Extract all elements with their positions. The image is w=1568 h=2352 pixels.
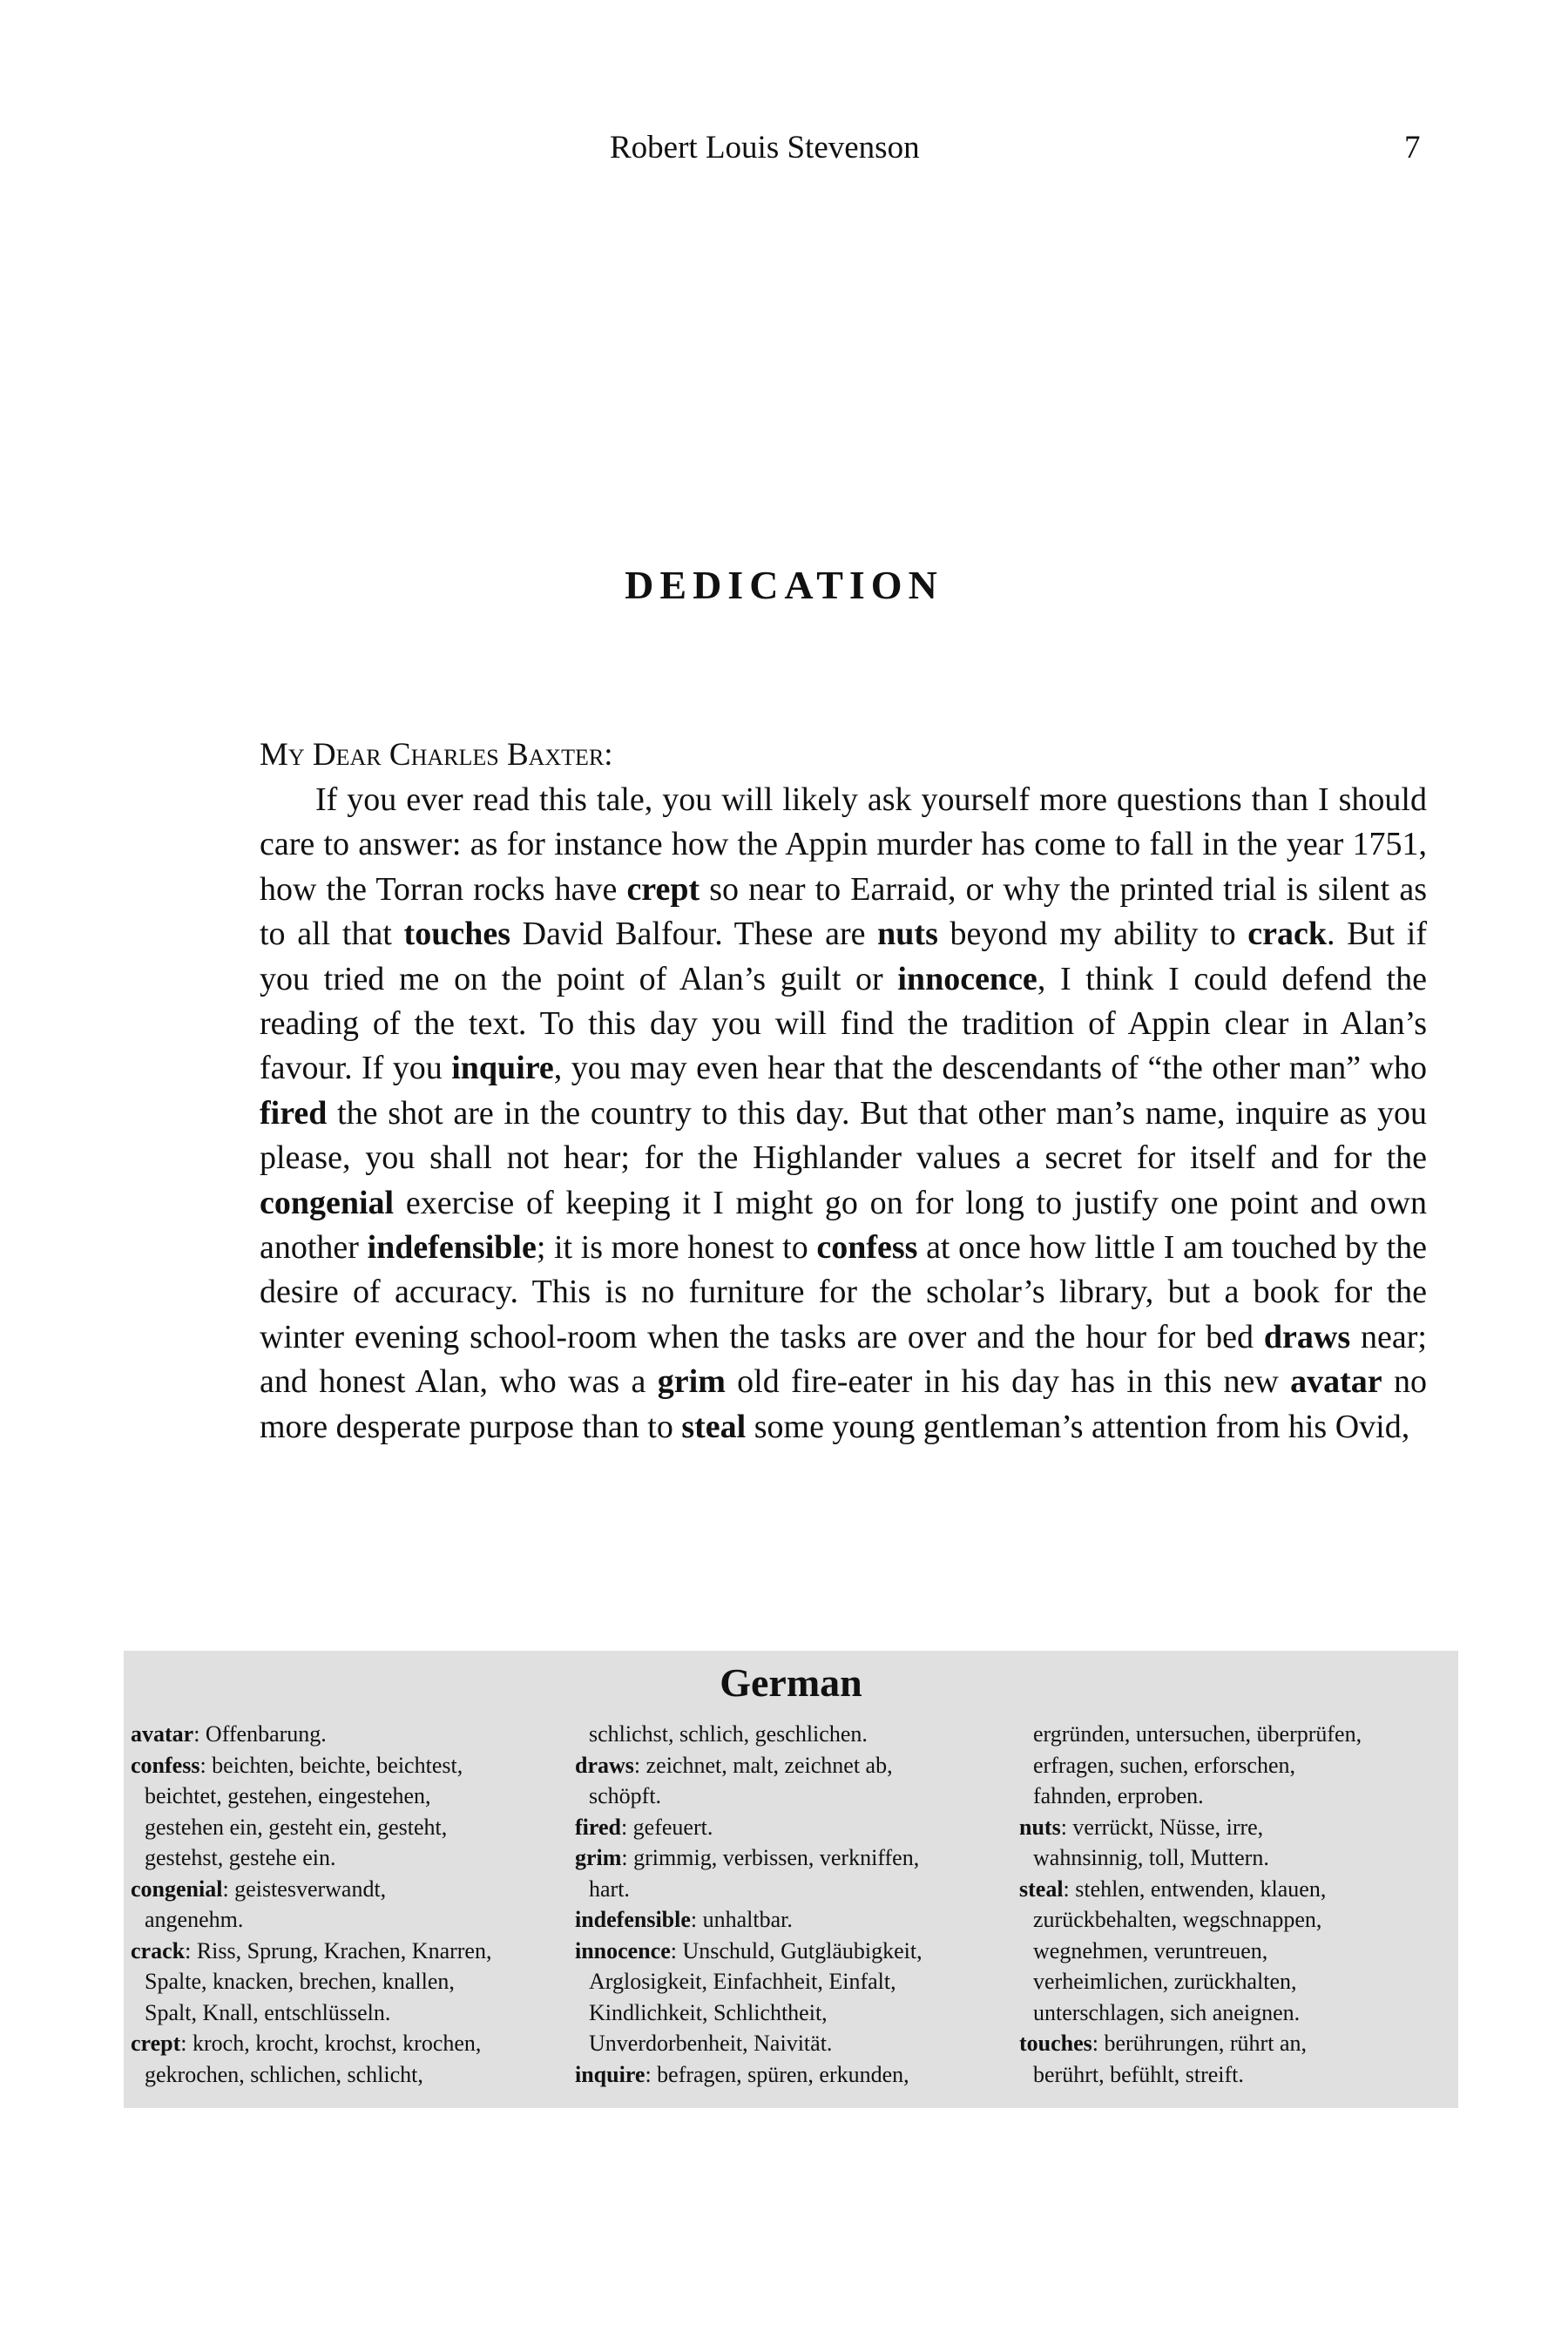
vocab-word: touches <box>403 916 510 953</box>
glossary-entry: nuts: verrückt, Nüsse, irre, <box>1019 1814 1264 1840</box>
glossary-entry: crept: kroch, krocht, krochst, krochen, <box>131 2031 482 2056</box>
glossary-headword: inquire <box>575 2061 645 2087</box>
running-header-author: Robert Louis Stevenson <box>610 130 920 166</box>
glossary-entry-continuation: Arglosigkeit, Einfachheit, Einfalt, <box>589 1969 896 1994</box>
running-header <box>0 129 1568 172</box>
glossary-headword: indefensible <box>575 1907 691 1932</box>
vocab-word: nuts <box>877 916 938 953</box>
glossary-entry-continuation: beichtet, gestehen, eingestehen, <box>145 1783 431 1808</box>
glossary-headword: crept <box>131 2031 181 2056</box>
glossary-entry-continuation: Spalte, knacken, brechen, knallen, <box>145 1969 455 1994</box>
glossary-column-1 <box>131 1719 566 2090</box>
vocab-word: congenial <box>260 1184 395 1221</box>
glossary-entry-continuation: zurückbehalten, wegschnappen, <box>1033 1907 1322 1932</box>
vocab-word: draws <box>1263 1318 1351 1355</box>
glossary-entry: inquire: befragen, spüren, erkunden, <box>575 2061 909 2087</box>
glossary-headword: congenial <box>131 1876 223 1902</box>
glossary-entry-continuation: angenehm. <box>145 1907 244 1932</box>
glossary-entry-continuation: Kindlichkeit, Schlichtheit, <box>589 1999 828 2025</box>
salutation: My Dear Charles Baxter: <box>260 737 613 773</box>
glossary-entry-continuation: unterschlagen, sich aneignen. <box>1033 1999 1301 2025</box>
glossary-entry: congenial: geistesverwandt, <box>131 1876 387 1902</box>
glossary-box <box>124 1651 1458 2108</box>
glossary-entry: draws: zeichnet, malt, zeichnet ab, <box>575 1752 893 1778</box>
glossary-headword: crack <box>131 1937 186 1963</box>
glossary-entry-continuation: fahnden, erproben. <box>1033 1783 1204 1808</box>
vocab-word: crack <box>1247 916 1328 953</box>
glossary-entry-continuation: gekrochen, schlichen, schlicht, <box>145 2061 423 2087</box>
vocab-word: confess <box>816 1229 918 1267</box>
glossary-entry-continuation: erfragen, suchen, erforschen, <box>1033 1752 1296 1778</box>
vocab-word: steal <box>681 1408 747 1445</box>
glossary-headword: confess <box>131 1752 200 1778</box>
glossary-entry-continuation: berührt, befühlt, streift. <box>1033 2061 1244 2087</box>
glossary-entry-continuation: gestehst, gestehe ein. <box>145 1845 336 1870</box>
vocab-word: crept <box>626 870 700 908</box>
glossary-entry: indefensible: unhaltbar. <box>575 1907 793 1932</box>
glossary-column-2 <box>575 1719 1010 2090</box>
glossary-headword: innocence <box>575 1937 671 1963</box>
vocab-word: fired <box>260 1094 328 1132</box>
vocab-word: grim <box>657 1363 726 1401</box>
glossary-title: German <box>720 1660 862 1705</box>
glossary-entry: steal: stehlen, entwenden, klauen, <box>1019 1876 1327 1902</box>
vocab-word: inquire <box>451 1050 554 1087</box>
glossary-entry: confess: beichten, beichte, beichtest, <box>131 1752 463 1778</box>
glossary-entry: grim: grimmig, verbissen, verkniffen, <box>575 1845 920 1870</box>
glossary-entry: crack: Riss, Sprung, Krachen, Knarren, <box>131 1937 492 1963</box>
glossary-entry: avatar: Offenbarung. <box>131 1721 327 1747</box>
glossary-entry-continuation: ergründen, untersuchen, überprüfen, <box>1033 1721 1362 1747</box>
glossary-headword: nuts <box>1019 1814 1061 1840</box>
glossary-headword: steal <box>1019 1876 1064 1902</box>
glossary-headword: avatar <box>131 1721 194 1747</box>
vocab-word: innocence <box>897 960 1037 997</box>
glossary-entry-continuation: wahnsinnig, toll, Muttern. <box>1033 1845 1269 1870</box>
glossary-headword: fired <box>575 1814 621 1840</box>
glossary-entry-continuation: verheimlichen, zurückhalten, <box>1033 1969 1297 1994</box>
glossary-entry: innocence: Unschuld, Gutgläubigkeit, <box>575 1937 923 1963</box>
glossary-entry-continuation: Unverdorbenheit, Naivität. <box>589 2031 833 2056</box>
page-number: 7 <box>1404 130 1421 166</box>
glossary-column-3 <box>1019 1719 1455 2090</box>
vocab-word: indefensible <box>367 1229 537 1267</box>
glossary-entry-continuation: schlichst, schlich, geschlichen. <box>589 1721 868 1747</box>
glossary-headword: touches <box>1019 2031 1092 2056</box>
vocab-word: avatar <box>1290 1363 1382 1401</box>
glossary-headword: draws <box>575 1752 634 1778</box>
glossary-entry-continuation: hart. <box>589 1876 630 1902</box>
body-paragraph: If you ever read this tale, you will likely ask yourself more questions than I should care to answer: as for instance how the Appin murder has come to fall in the year 1751, how the Torran rocks have crept so near to Earraid, or why the printed trial is silent as to all that touches David Balfour. These are nuts beyond my ability to crack. But if you tried me on the point of Alan’s guilt or innocence, I think I could defend the reading of the text. To this day you will find the tradition of Appin clear in Alan’s favour. If you inquire, you may even hear that the descendants of “the other man” who fired the shot are in the country to this day. But that other man’s name, inquire as you please, you shall not hear; for the Highlander values a secret for itself and for the congenial exercise of keeping it I might go on for long to justify one point and own another indefensible; it is more honest to confess at once how little I am touched by the desire of accuracy. This is no furniture for the scholar’s library, but a book for the winter evening school-room when the tasks are over and the hour for bed draws near; and honest Alan, who was a grim old fire-eater in his day has in this new avatar no more desperate purpose than to steal some young gentleman’s attention from his Ovid, <box>260 781 1428 1445</box>
chapter-title: DEDICATION <box>625 563 943 607</box>
glossary-entry-continuation: schöpft. <box>589 1783 662 1808</box>
glossary-entry-continuation: gestehen ein, gesteht ein, gesteht, <box>145 1814 448 1840</box>
glossary-entry-continuation: wegnehmen, veruntreuen, <box>1033 1937 1268 1963</box>
glossary-entry: fired: gefeuert. <box>575 1814 713 1840</box>
glossary-headword: grim <box>575 1845 622 1870</box>
glossary-entry-continuation: Spalt, Knall, entschlüsseln. <box>145 1999 391 2025</box>
glossary-entry: touches: berührungen, rührt an, <box>1019 2031 1307 2056</box>
